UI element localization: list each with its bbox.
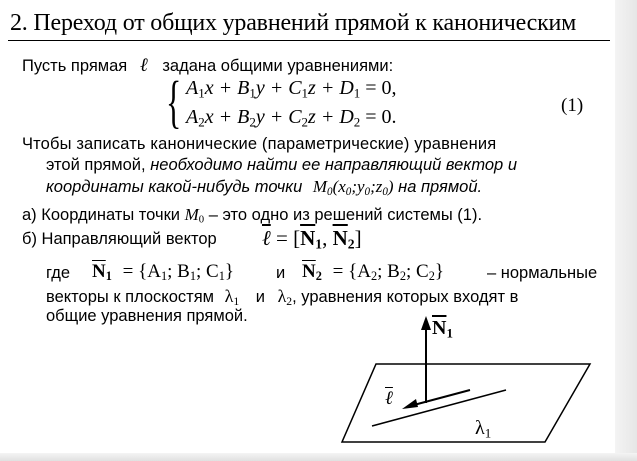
title-underline	[8, 40, 610, 41]
where-and: и	[276, 264, 286, 282]
figure-l-label: ℓ	[385, 388, 393, 409]
where-word: где	[46, 264, 71, 282]
normal-arrowhead	[421, 316, 431, 330]
paragraph-line-2: этой прямой, необходимо найти ее направляющий вектор и	[46, 156, 517, 174]
equation-1: $A_1x + B_1y + C_1z + D_1 = 0$,	[186, 77, 397, 101]
item-b: б) Направляющий вектор	[22, 230, 217, 248]
line-symbol: ℓ	[139, 55, 148, 76]
intro-prefix: Пусть прямая	[22, 57, 128, 75]
paragraph-line-3: координаты какой-нибудь точки $M_0(x_0;y_0;z_0)$ на прямой.	[46, 177, 483, 198]
slide-title: 2. Переход от общих уравнений прямой к каноническим	[10, 10, 577, 36]
intro-line	[22, 56, 393, 75]
where-line-3: общие уравнения прямой.	[46, 307, 248, 325]
intro-suffix: задана общими уравнениями:	[162, 57, 394, 75]
paragraph-line-1: Чтобы записать канонические (параметрические) уравнения	[22, 135, 497, 153]
where-dash: – нормальные	[487, 264, 598, 282]
lambda-1: $\lambda_1$	[224, 286, 240, 308]
lambda-2: $\lambda_2$	[277, 286, 293, 308]
point-m0: $M_0(x_0;y_0;z_0)$	[312, 177, 394, 198]
direction-vector-formula: ℓ = [$\overline{N}_1$, $\overline{N}_2$]	[262, 226, 362, 252]
plane-lambda1	[342, 364, 590, 442]
normal-n2-def: $\overline{N}_2 = \{A_2$; $B_2$; $C_2$}	[302, 261, 445, 284]
equation-number: (1)	[561, 95, 584, 116]
figure-lambda1-label: $\lambda_1$	[475, 417, 492, 441]
system-brace: {	[166, 69, 182, 134]
normal-n1-def: $\overline{N}_1 = \{A_1$; $B_1$; $C_1$}	[92, 261, 235, 284]
where-line-2: векторы к плоскостям $\lambda_1$ и $\lambda_2$, уравнения которых входят в	[46, 286, 519, 308]
item-a: а) Координаты точки $M_0$ – это одно из решений системы (1).	[22, 205, 483, 226]
right-edge-shadow	[615, 0, 637, 461]
figure-n1-label: $\overline{N}_1$	[432, 317, 453, 341]
plane-figure	[330, 310, 615, 455]
equation-2: $A_2x + B_2y + C_2z + D_2 = 0$.	[186, 106, 397, 130]
